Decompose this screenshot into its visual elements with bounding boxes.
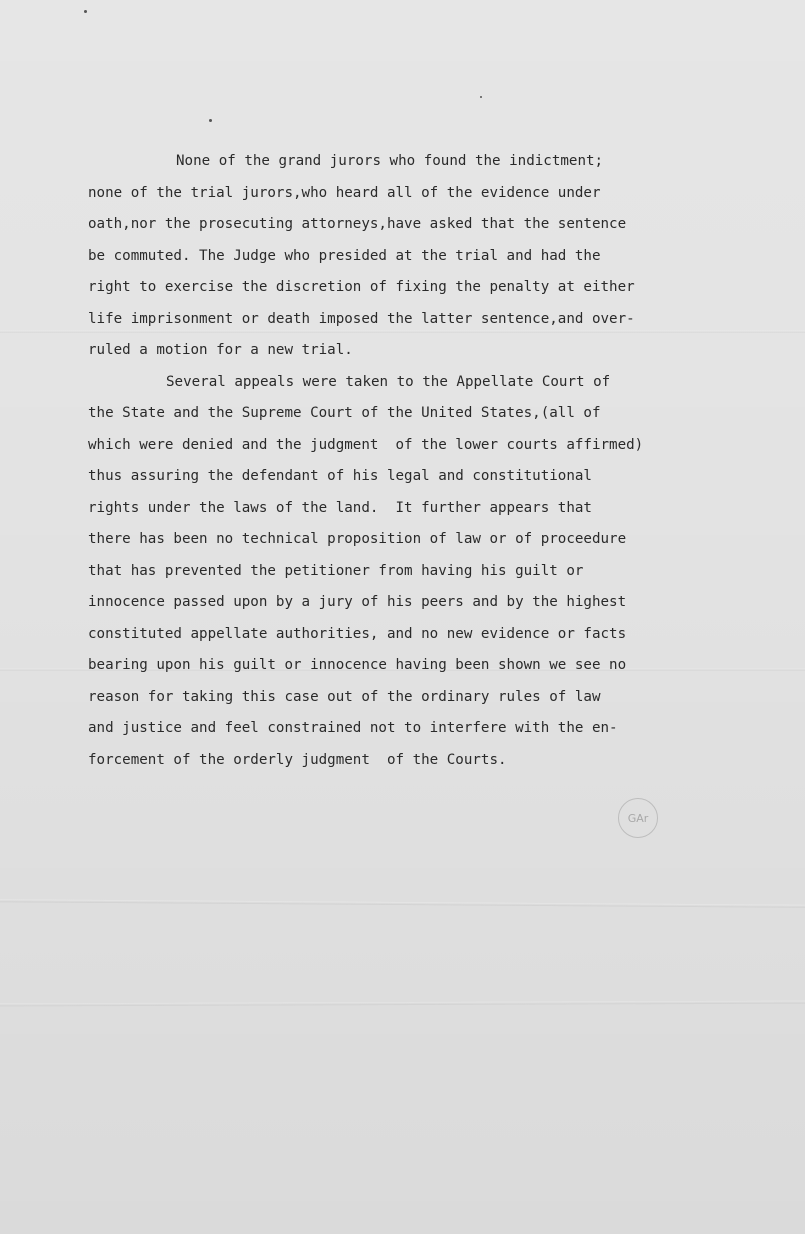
paper-fold bbox=[0, 899, 805, 908]
paragraph-2 bbox=[88, 367, 728, 777]
text-line: bearing upon his guilt or innocence having been shown we see no bbox=[88, 657, 627, 673]
text-line: that has prevented the petitioner from having his guilt or bbox=[88, 562, 584, 579]
paragraph-1 bbox=[88, 146, 728, 367]
text-line: right to exercise the discretion of fixing the penalty at either bbox=[88, 279, 635, 295]
text-line: oath,nor the prosecuting attorneys,have asked that the sentence bbox=[88, 216, 627, 232]
paper-speck bbox=[84, 10, 87, 13]
text-line: forcement of the orderly judgment of the Courts. bbox=[88, 751, 507, 768]
text-line: ruled a motion for a new trial. bbox=[88, 342, 353, 358]
paper-fold bbox=[0, 1001, 805, 1007]
text-line: innocence passed upon by a jury of his peers and by the highest bbox=[88, 594, 627, 610]
text-line: constituted appellate authorities, and no new evidence or facts bbox=[88, 625, 627, 642]
stamp-text: GAr bbox=[627, 811, 649, 825]
text-line: Several appeals were taken to the Appellate Court of bbox=[166, 373, 611, 390]
text-line: the State and the Supreme Court of the United States,(all of bbox=[88, 405, 601, 421]
text-line: there has been no technical proposition of law or of proceedure bbox=[88, 531, 627, 547]
text-line: which were denied and the judgment of the lower courts affirmed) bbox=[88, 436, 644, 453]
text-line: life imprisonment or death imposed the latter sentence,and over- bbox=[88, 310, 635, 327]
text-line: be commuted. The Judge who presided at the trial and had the bbox=[88, 247, 601, 264]
text-line: reason for taking this case out of the ordinary rules of law bbox=[88, 688, 601, 705]
archive-stamp bbox=[618, 798, 658, 838]
text-line: None of the grand jurors who found the indictment; bbox=[176, 153, 604, 169]
text-line: none of the trial jurors,who heard all of the evidence under bbox=[88, 184, 601, 201]
letter-body bbox=[88, 146, 728, 776]
text-line: rights under the laws of the land. It further appears that bbox=[88, 499, 592, 516]
text-line: and justice and feel constrained not to interfere with the en- bbox=[88, 720, 618, 736]
text-line: thus assuring the defendant of his legal and constitutional bbox=[88, 468, 592, 484]
paper-speck bbox=[480, 96, 482, 98]
paper-speck bbox=[209, 119, 212, 122]
